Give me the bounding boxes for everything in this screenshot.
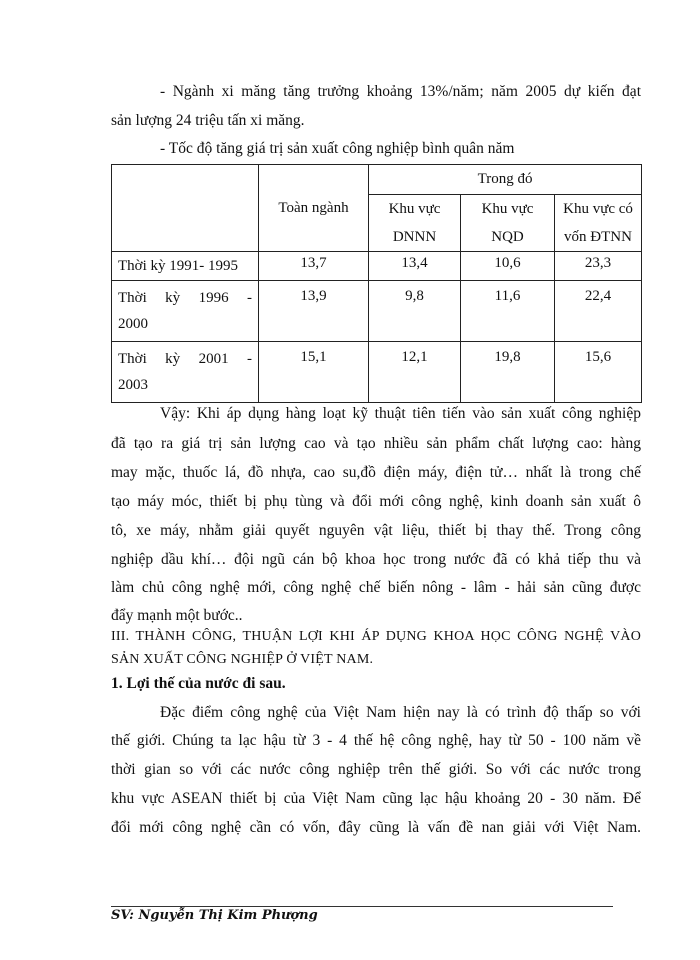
paragraph2-line: thế giới. Chúng ta lạc hậu từ 3 - 4 thế hệ công nghệ, hay từ 50 - 100 năm về <box>111 732 641 749</box>
cell-dtnn: 15,6 <box>555 342 642 403</box>
header-dnnn: Khu vực DNNN <box>369 195 461 252</box>
cell-nqd: 10,6 <box>461 252 555 281</box>
cell-dnnn: 9,8 <box>369 281 461 342</box>
cell-dnnn: 12,1 <box>369 342 461 403</box>
paragraph1-line: đẩy mạnh một bước.. <box>111 607 243 624</box>
paragraph1-line: đã tạo ra giá trị sản lượng cao và tạo nhiều sản phẩm chất lượng cao: hàng <box>111 435 641 452</box>
intro-line-1: - Ngành xi măng tăng trưởng khoảng 13%/năm; năm 2005 dự kiến đạt <box>160 83 641 100</box>
table-corner-cell <box>112 165 259 252</box>
cell-nqd: 19,8 <box>461 342 555 403</box>
paragraph1-line: tô, xe máy, nhằm giải quyết nguyên vật liệu, thiết bị thay thế. Trong công <box>111 522 641 539</box>
header-total: Toàn ngành <box>259 165 369 252</box>
cell-total: 13,7 <box>259 252 369 281</box>
header-dtnn: Khu vực có vốn ĐTNN <box>555 195 642 252</box>
cell-dtnn: 22,4 <box>555 281 642 342</box>
cell-dtnn: 23,3 <box>555 252 642 281</box>
cell-dnnn: 13,4 <box>369 252 461 281</box>
section-heading-line-2: SẢN XUẤT CÔNG NGHIỆP Ở VIỆT NAM. <box>111 652 374 667</box>
row-period: Thời kỳ 1991- 1995 <box>112 252 259 281</box>
table-row <box>112 342 642 403</box>
paragraph2-line: thời gian so với các nước công nghiệp trên thế giới. So với các nước trong <box>111 761 641 778</box>
paragraph1-line: tạo máy móc, thiết bị phụ tùng và đổi mới công nghệ, kinh doanh sản xuất ô <box>111 493 641 510</box>
row-period: Thời kỳ 1996 - 2000 <box>112 281 259 342</box>
table-row <box>112 281 642 342</box>
paragraph1-line: nghiệp dầu khí… đội ngũ cán bộ khoa học trong nước đã có khả tiếp thu và <box>111 551 641 568</box>
cell-total: 15,1 <box>259 342 369 403</box>
section-heading-line-1: III. THÀNH CÔNG, THUẬN LỢI KHI ÁP DỤNG KHOA HỌC CÔNG NGHỆ VÀO <box>111 629 641 644</box>
paragraph2-line: Đặc điểm công nghệ của Việt Nam hiện nay là có trình độ thấp so với <box>160 704 641 721</box>
footer-author: SV: Nguyễn Thị Kim Phượng <box>111 908 318 923</box>
paragraph2-line: khu vực ASEAN thiết bị của Việt Nam cũng lạc hậu khoảng 20 - 30 năm. Để <box>111 790 641 807</box>
subheading: 1. Lợi thế của nước đi sau. <box>111 675 286 692</box>
header-nqd: Khu vực NQD <box>461 195 555 252</box>
table-row <box>112 252 642 281</box>
header-group: Trong đó <box>369 165 642 195</box>
cell-total: 13,9 <box>259 281 369 342</box>
table-caption: - Tốc độ tăng giá trị sản xuất công nghiệp bình quân năm <box>160 140 515 157</box>
paragraph2-line: đổi mới công nghệ cần có vốn, đây cũng là vấn đề nan giải với Việt Nam. <box>111 819 641 836</box>
paragraph1-line: làm chủ công nghệ mới, công nghệ chế biến nông - lâm - hải sản cũng được <box>111 579 641 596</box>
cell-nqd: 11,6 <box>461 281 555 342</box>
paragraph1-line: may mặc, thuốc lá, đồ nhựa, cao su,đồ điện máy, điện tử… nhất là trong chế <box>111 464 641 481</box>
intro-line-2: sản lượng 24 triệu tấn xi măng. <box>111 112 305 129</box>
footer-divider <box>111 906 613 907</box>
growth-table <box>111 164 642 403</box>
paragraph1-line: Vậy: Khi áp dụng hàng loạt kỹ thuật tiên tiến vào sản xuất công nghiệp <box>160 405 641 422</box>
row-period: Thời kỳ 2001 - 2003 <box>112 342 259 403</box>
